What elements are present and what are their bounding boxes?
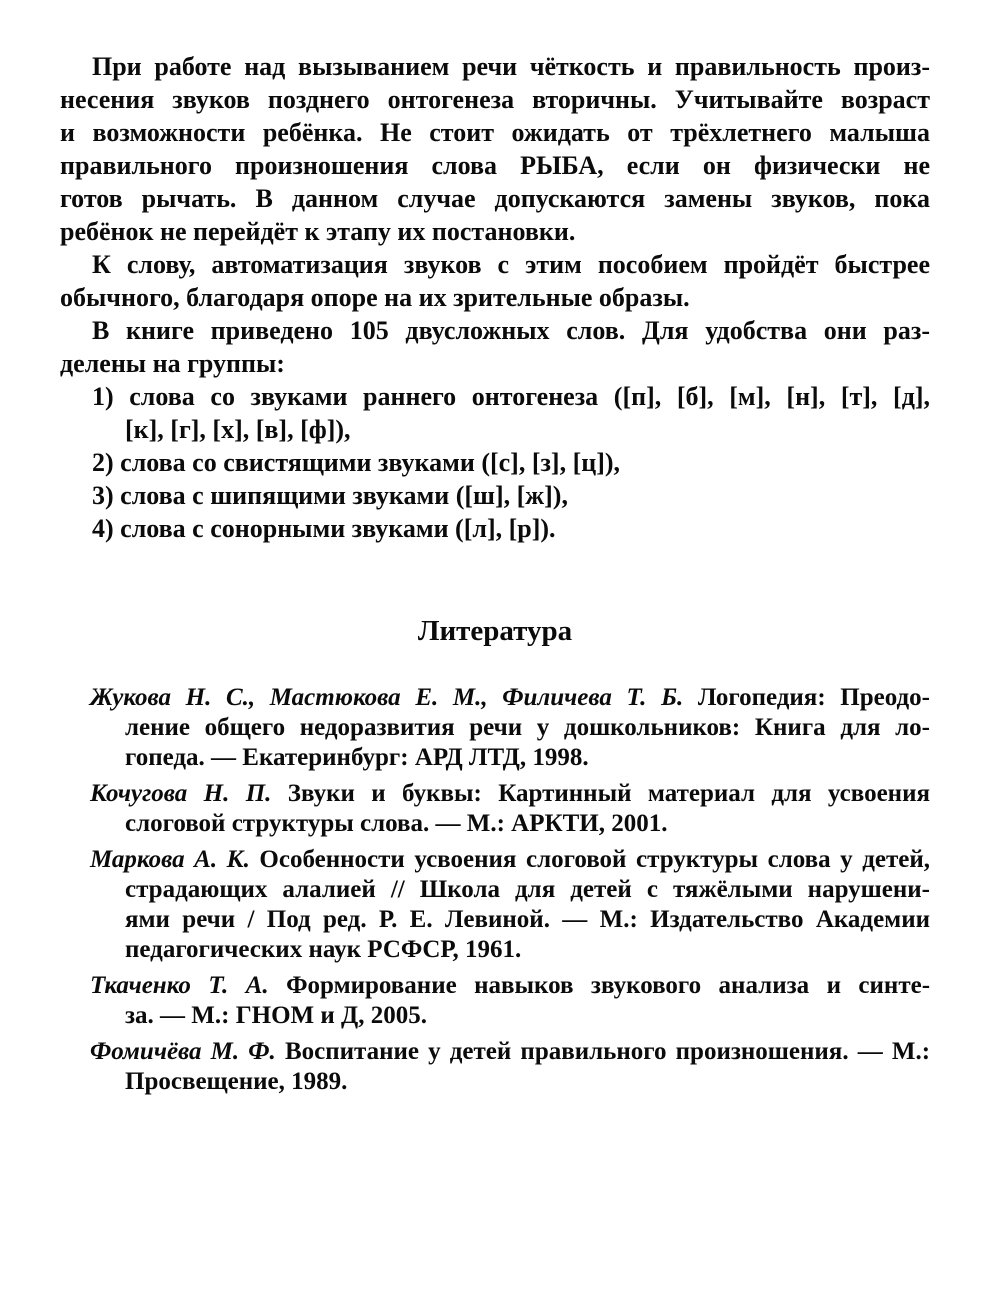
intro-section	[60, 50, 930, 380]
bibliography-entry	[60, 971, 930, 1031]
text-line: В книге приведено 105 двусложных слов. Для удобства они раз-	[92, 316, 930, 345]
list-item	[60, 479, 930, 512]
paragraph	[60, 50, 930, 248]
text-line: 1) слова со звуками раннего онтогенеза ([п], [б], [м], [н], [т], [д],	[92, 382, 930, 411]
bibliography-entry	[60, 779, 930, 839]
bibliography-section	[60, 683, 930, 1097]
bibliography-author: Кочугова Н. П.	[90, 780, 272, 807]
bibliography-author: Ткаченко Т. А.	[90, 972, 269, 999]
text-line: страдающих алалией // Школа для детей с тяжёлыми нарушени-	[125, 876, 930, 903]
text-line: гопеда. — Екатеринбург: АРД ЛТД, 1998.	[125, 744, 589, 771]
text-line: правильного произношения слова РЫБА, если он физически не	[60, 151, 930, 180]
bibliography-entry	[60, 1037, 930, 1097]
word-groups-list	[60, 380, 930, 545]
text-line: ребёнок не перейдёт к этапу их постановки.	[60, 217, 576, 246]
text-line: ление общего недоразвития речи у дошкольников: Книга для ло-	[125, 714, 930, 741]
text-line	[60, 1037, 930, 1067]
bibliography-entry-text: Воспитание у детей правильного произношения. — М.:	[284, 1038, 931, 1065]
text-line	[60, 845, 930, 875]
bibliography-entry	[60, 845, 930, 965]
text-line: 3) слова с шипящими звуками ([ш], [ж]),	[92, 481, 568, 510]
text-line: слоговой структуры слова. — М.: АРКТИ, 2001.	[125, 810, 668, 837]
bibliography-entry-text: Формирование навыков звукового анализа и синте-	[286, 972, 931, 999]
text-line: обычного, благодаря опоре на их зрительные образы.	[60, 283, 690, 312]
bibliography-author: Жукова Н. С., Мастюкова Е. М., Филичева Т. Б.	[90, 684, 684, 711]
bibliography-entry-text: Логопедия: Преодо-	[697, 684, 930, 711]
bibliography-heading: Литература	[417, 615, 573, 647]
text-line: К слову, автоматизация звуков с этим пособием пройдёт быстрее	[92, 250, 930, 279]
text-line: 4) слова с сонорными звуками ([л], [р]).	[92, 514, 556, 543]
text-line: Просвещение, 1989.	[125, 1068, 348, 1095]
text-line: готов рычать. В данном случае допускаются замены звуков, пока	[60, 184, 930, 213]
text-line: ями речи / Под ред. Р. Е. Левиной. — М.: Издательство Академии	[125, 906, 930, 933]
text-line: и возможности ребёнка. Не стоит ожидать от трёхлетнего малыша	[60, 118, 930, 147]
text-line: 2) слова со свистящими звуками ([с], [з], [ц]),	[92, 448, 621, 477]
paragraph	[60, 248, 930, 314]
text-line: несения звуков позднего онтогенеза вторичны. Учитывайте возраст	[60, 85, 930, 114]
text-line	[60, 779, 930, 809]
text-line: [к], [г], [х], [в], [ф]),	[125, 415, 351, 444]
text-line	[60, 971, 930, 1001]
text-line: При работе над вызыванием речи чёткость и правильность произ-	[92, 52, 930, 81]
bibliography-entry-text: Звуки и буквы: Картинный материал для усвоения	[287, 780, 930, 807]
list-item	[60, 380, 930, 446]
bibliography-entry	[60, 683, 930, 773]
text-line: делены на группы:	[60, 349, 285, 378]
text-line: за. — М.: ГНОМ и Д, 2005.	[125, 1002, 427, 1029]
text-line	[60, 683, 930, 713]
bibliography-author: Фомичёва М. Ф.	[90, 1038, 276, 1065]
paragraph	[60, 314, 930, 380]
list-item	[60, 446, 930, 479]
bibliography-entry-text: Особенности усвоения слоговой структуры слова у детей,	[259, 846, 930, 873]
bibliography-author: Маркова А. К.	[90, 846, 250, 873]
text-line: педагогических наук РСФСР, 1961.	[125, 936, 522, 963]
list-item	[60, 512, 930, 545]
